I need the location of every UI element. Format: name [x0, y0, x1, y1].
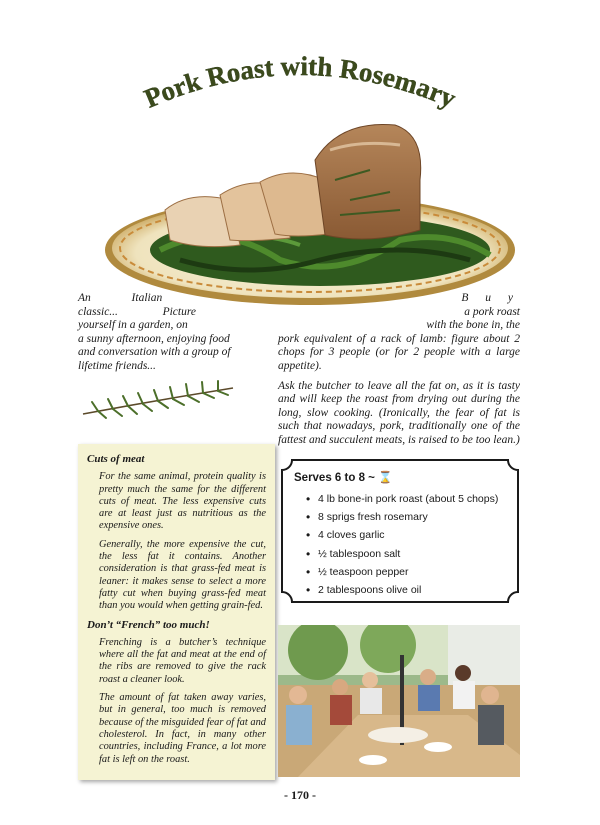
sidebar-paragraph: The amount of fat taken away varies, but in general, too much is removed because of the misguided fear of fat and cholesterol. In fact, in many other countries, including France, a lot more fat is left on the roast.: [99, 692, 266, 765]
intro-paragraph-1: pork equivalent of a rack of lamb: figure about 2 chops for 3 people (or for 2 people with a large appetite).: [278, 332, 520, 372]
intro-word-picture: Picture: [162, 305, 196, 318]
sidebar-paragraph: Generally, the more expensive the cut, the less fat it contains. Another consideration is that grass-fed meat is leaner: it makes sense to select a more fatty cut when buying grass-fed meat than you would when getting grain-fed.: [99, 538, 266, 612]
ingredient-item: • ½ tablespoon salt: [306, 545, 506, 563]
ingredient-item: • 4 cloves garlic: [306, 526, 506, 544]
intro-line: lifetime friends...: [78, 359, 156, 372]
rosemary-sprig-image: [78, 378, 238, 422]
intro-left-text: [78, 292, 263, 374]
intro-pork-roast: a pork roast: [464, 305, 520, 318]
page-number: - 170 -: [284, 788, 316, 802]
sidebar-heading-cuts: Cuts of meat: [87, 453, 145, 465]
title-text: Pork Roast with Rosemary: [139, 50, 461, 114]
sidebar-paragraph: For the same animal, protein quality is pretty much the same for the different cuts of meat. The less expensive cuts are at least just as nutritious as the expensive ones.: [99, 471, 266, 532]
ingredients-box: [280, 458, 520, 604]
intro-word-an: An: [78, 292, 91, 304]
intro-word-classic: classic...: [78, 305, 118, 318]
ingredient-item: • ½ teaspoon pepper: [306, 563, 506, 581]
intro-line: yourself in a garden, on: [78, 319, 188, 332]
dinner-party-photo: [278, 625, 520, 777]
sidebar-paragraph: Frenching is a butcher’s technique where all the fat and meat at the end of the ribs are removed to give the rack roast a cleaner look.: [99, 636, 266, 685]
ingredient-item: • 4 lb bone-in pork roast (about 5 chops): [306, 490, 506, 508]
intro-right-text: [278, 292, 520, 454]
svg-text:Pork Roast with Rosemary: [140, 51, 461, 114]
ingredient-item: • 8 sprigs fresh rosemary: [306, 508, 506, 526]
serves-heading: Serves 6 to 8 ~ ⌛: [294, 472, 393, 484]
ingredient-list: [294, 490, 506, 599]
intro-word-buy: B u y: [461, 292, 520, 304]
intro-bone-in: with the bone in, the: [426, 319, 520, 332]
intro-paragraph-2: Ask the butcher to leave all the fat on, as it is tasty and will keep the roast from drying out during the long, slow cooking. (Ironically, the fear of fat is such that nowadays, pork, traditionally one of the fattest and succulent meats, is raised to be too lean.): [278, 379, 520, 446]
ingredient-item: • 2 tablespoons olive oil: [306, 581, 506, 599]
sidebar-heading-french: Don’t “French” too much!: [87, 618, 210, 631]
page-title: [130, 40, 470, 120]
roast-plate-image: [100, 110, 520, 310]
intro-line: a sunny afternoon, enjoying food: [78, 332, 230, 345]
cuts-of-meat-sidebar: [78, 444, 275, 780]
intro-line: and conversation with a group of: [78, 346, 231, 359]
intro-word-italian: Italian: [131, 292, 163, 304]
